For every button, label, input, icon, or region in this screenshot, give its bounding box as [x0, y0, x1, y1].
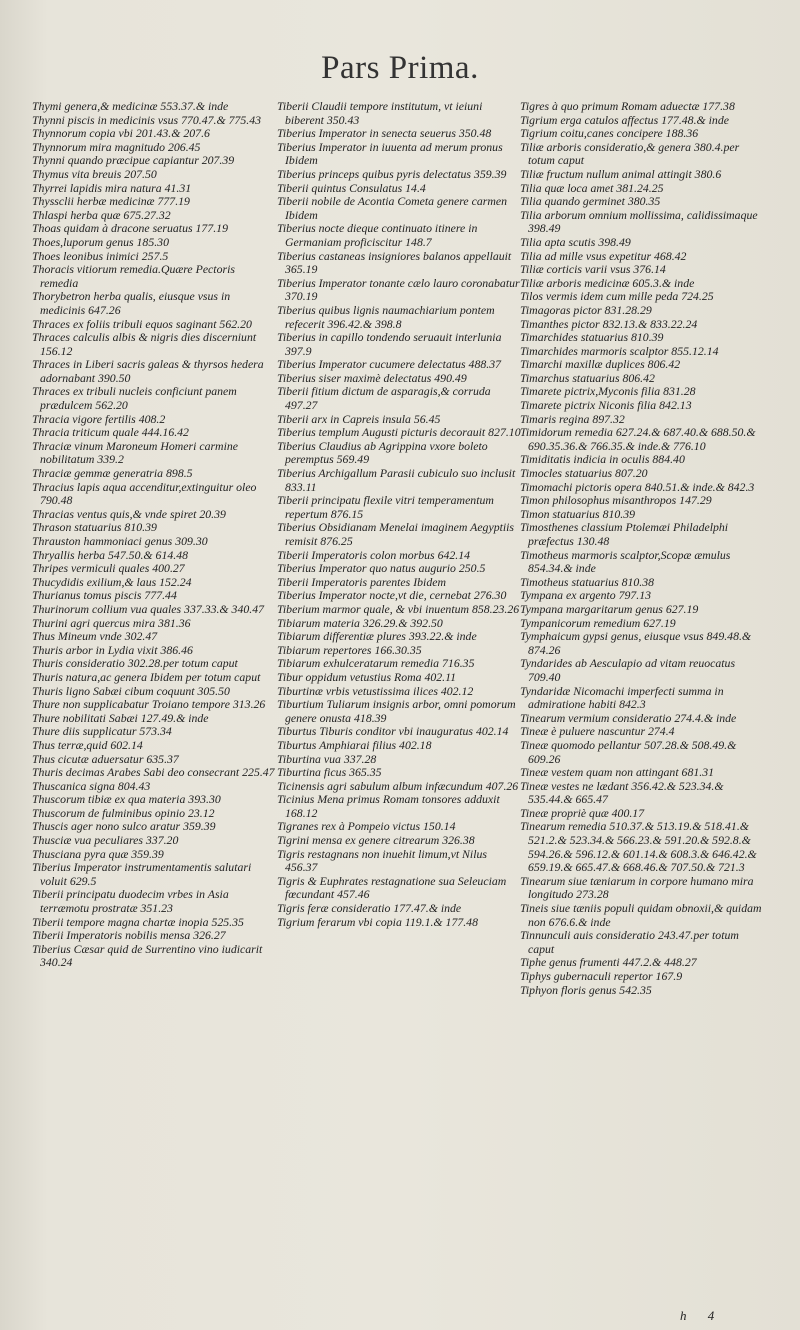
index-column-left: [32, 100, 276, 970]
index-entry: Thure nobilitati Sabæi 127.49.& inde: [32, 710, 209, 725]
index-entry: Tibiarum exhulceratarum remedia 716.35: [277, 656, 475, 671]
index-entry: Tiberius Imperator cucumere delectatus 488.37: [277, 357, 501, 372]
index-entry: Thryallis herba 547.50.& 614.48: [32, 547, 188, 562]
index-entry: Tiliæ fructum nullum animal attingit 380.6: [520, 166, 722, 181]
index-entry: Tyndaridæ Nicomachi imperfecti summa in admiratione habiti 842.3: [520, 683, 724, 712]
index-entry: Tiburtina ficus 365.35: [277, 765, 382, 780]
index-entry: Tineæ vestem quam non attingant 681.31: [520, 765, 714, 780]
index-entry: Tilia ad mille vsus expetitur 468.42: [520, 248, 687, 263]
page-title: Pars Prima.: [321, 50, 479, 86]
index-entry: Thoes,luporum genus 185.30: [32, 234, 169, 249]
index-entry: Timarete pictrix Niconis filia 842.13: [520, 398, 692, 413]
index-entry: Tiberius Imperator in senecta seuerus 350.48: [277, 126, 492, 141]
index-entry: Thuris ligno Sabæi cibum coquunt 305.50: [32, 683, 230, 698]
index-entry: Tiberius Imperator instrumentamentis salutari voluit 629.5: [32, 860, 252, 888]
index-entry: Thus terræ,quid 602.14: [32, 737, 143, 752]
index-entry: Thrauston hammoniaci genus 309.30: [32, 534, 208, 548]
index-entry: Timaris regina 897.32: [520, 411, 625, 426]
index-entry: Tiberii Imperatoris colon morbus 642.14: [277, 547, 471, 562]
index-entry: Thuris consideratio 302.28.per totum caput: [32, 656, 238, 671]
index-entry: Tyndarides ab Aesculapio ad vitam reuocatus 709.40: [520, 656, 736, 684]
index-entry: Tinnunculi auis consideratio 243.47.per totum caput: [520, 928, 739, 956]
index-entry: Tympana margaritarum genus 627.19: [520, 601, 699, 616]
index-entry: Tigranes rex à Pompeio victus 150.14: [277, 819, 456, 834]
index-entry: Tiliæ arboris consideratio,& genera 380.4.per totum caput: [520, 139, 740, 168]
index-entry: Timarchi maxillæ duplices 806.42: [520, 357, 681, 372]
index-entry: Timocles statuarius 807.20: [520, 466, 648, 481]
index-entry: Timotheus statuarius 810.38: [520, 574, 655, 589]
index-entry: Tiberius nocte dieque continuato itinere in Germaniam proficiscitur 148.7: [277, 221, 478, 249]
index-entry: Thoes leonibus inimici 257.5: [32, 248, 169, 263]
index-entry: Timarchus statuarius 806.42: [520, 370, 655, 385]
index-entry: Tigrini mensa ex genere citrearum 326.38: [277, 833, 475, 848]
index-entry: Timanthes pictor 832.13.& 833.22.24: [520, 316, 698, 331]
index-entry: Thracia vigore fertilis 408.2: [32, 411, 166, 426]
index-entry: Tiburtina vua 337.28: [277, 751, 377, 766]
index-entry: Tiberius Archigallum Parasii cubiculo suo inclusit 833.11: [277, 466, 516, 494]
index-entry: Thuris natura,ac genera Ibidem per totum caput: [32, 669, 261, 684]
index-entry: Tineæ vestes ne lædant 356.42.& 523.34.& 535.44.& 665.47: [520, 778, 724, 807]
index-entry: Tiburtus Amphiarai filius 402.18: [277, 737, 432, 752]
index-entry: Timiditatis indicia in oculis 884.40: [520, 452, 685, 467]
index-entry: Thyssclii herbæ medicinæ 777.19: [32, 194, 190, 209]
index-column-right: [520, 100, 764, 997]
index-column-middle: [277, 100, 521, 929]
index-entry: Tiberii Imperatoris nobilis mensa 326.27: [32, 928, 226, 943]
index-entry: Thraciæ gemmæ generatria 898.5: [32, 466, 193, 481]
index-entry: Tigris feræ consideratio 177.47.& inde: [277, 901, 462, 916]
index-entry: Thuscis ager nono sulco aratur 359.39: [32, 819, 216, 834]
index-entry: Tigrium erga catulos affectus 177.48.& inde: [520, 112, 729, 127]
index-entry: Tibur oppidum vetustius Roma 402.11: [277, 669, 457, 684]
index-entry: Tiberius in capillo tondendo seruauit interlunia 397.9: [277, 330, 502, 358]
index-entry: Tilia quando germinet 380.35: [520, 194, 661, 209]
index-entry: Thraciæ vinum Maroneum Homeri carmine nobilitatum 339.2: [32, 438, 238, 467]
index-entry: Tibiarum materia 326.29.& 392.50: [277, 615, 443, 630]
index-entry: Tigrium ferarum vbi copia 119.1.& 177.48: [277, 914, 478, 929]
index-entry: Timarchides statuarius 810.39: [520, 330, 664, 345]
index-entry: Thlaspi herba quæ 675.27.32: [32, 207, 171, 222]
index-entry: Tiphyon floris genus 542.35: [520, 982, 652, 997]
index-entry: Thusciæ vua peculiares 337.20: [32, 833, 179, 848]
index-entry: Ticinensis agri sabulum album infæcundum 407.26: [277, 778, 519, 793]
index-entry: Thynnorum mira magnitudo 206.45: [32, 139, 201, 154]
index-entry: Tymphaicum gypsi genus, eiusque vsus 849.48.& 874.26: [520, 629, 752, 657]
index-entry: Timidorum remedia 627.24.& 687.40.& 688.50.& 690.35.36.& 766.35.& inde.& 776.10: [520, 425, 756, 453]
index-entry: Tiburtinæ vrbis vetustissima ilices 402.12: [277, 683, 474, 698]
index-entry: Tiberii tempore magna chartæ inopia 525.35: [32, 914, 244, 929]
index-entry: Tiliæ corticis varii vsus 376.14: [520, 262, 666, 277]
index-entry: Thuris decimas Arabes Sabi deo consecrant 225.47: [32, 765, 275, 780]
index-entry: Tiberii principatu flexile vitri temperamentum repertum 876.15: [277, 493, 494, 521]
index-entry: Tineis siue tæniis populi quidam obnoxii,& quidam non 676.6.& inde: [520, 901, 762, 929]
index-entry: Timosthenes classium Ptolemæi Philadelphi præfectus 130.48: [520, 520, 729, 548]
index-entry: Ticinius Mena primus Romam tonsores adduxit 168.12: [277, 792, 500, 820]
index-entry: Thyrrei lapidis mira natura 41.31: [32, 180, 192, 195]
index-entry: Tilia arborum omnium mollissima, calidissimaque 398.49: [520, 207, 758, 236]
index-entry: Timomachi pictoris opera 840.51.& inde.& 842.3: [520, 479, 755, 494]
index-entry: Tiberii fitium dictum de asparagis,& corruda 497.27: [277, 384, 491, 413]
index-entry: Tiberii Claudii tempore institutum, vt ieiuni biberent 350.43: [277, 99, 483, 127]
index-entry: Timarete pictrix,Myconis filia 831.28: [520, 384, 696, 399]
index-entry: Thuscorum tibiæ ex qua materia 393.30: [32, 792, 221, 807]
index-entry: Tiberius castaneas insigniores balanos appellauit 365.19: [277, 248, 512, 277]
index-entry: Timon philosophus misanthropos 147.29: [520, 493, 712, 508]
index-entry: Tilia apta scutis 398.49: [520, 234, 631, 249]
index-entry: Tinearum remedia 510.37.& 513.19.& 518.41.& 521.2.& 523.34.& 566.23.& 591.20.& 592.8.& 594.26.& 596.12.& 601.14.& 608.3.& 646.42.& 659.19.& 665.47.& 668.46.& 707.50.& 721.3: [520, 819, 757, 875]
index-entry: Tympanicorum remedium 627.19: [520, 615, 676, 630]
index-entry: Tiberii arx in Capreis insula 56.45: [277, 411, 441, 426]
index-entry: Thracia triticum quale 444.16.42: [32, 425, 189, 440]
index-entry: Thus cicutæ aduersatur 635.37: [32, 751, 179, 766]
index-entry: Thrason statuarius 810.39: [32, 520, 157, 535]
index-entry: Tiberius siser maximè delectatus 490.49: [277, 370, 467, 385]
index-entry: Tigrium coitu,canes concipere 188.36: [520, 126, 699, 141]
index-entry: Thurinorum collium vua quales 337.33.& 340.47: [32, 601, 265, 616]
index-entry: Tiberius Cæsar quid de Surrentino vino iudicarit 340.24: [32, 941, 263, 970]
index-entry: Tiberium marmor quale, & vbi inuentum 858.23.26: [277, 601, 520, 616]
index-entry: Thynni piscis in medicinis vsus 770.47.& 775.43: [32, 112, 262, 127]
index-entry: Timotheus marmoris scalptor,Scopæ æmulus 854.34.& inde: [520, 547, 731, 576]
index-entry: Tineæ è puluere nascuntur 274.4: [520, 724, 675, 739]
index-entry: Tiberius Imperator in iuuenta ad merum pronus Ibidem: [277, 139, 503, 168]
index-entry: Tiberii nobile de Acontia Cometa genere carmen Ibidem: [277, 194, 507, 222]
index-entry: Timarchides marmoris scalptor 855.12.14: [520, 343, 719, 358]
index-entry: Tiberii principatu duodecim vrbes in Asia terræmotu prostratæ 351.23: [32, 887, 229, 916]
index-entry: Tiberius quibus lignis naumachiarium pontem refecerit 396.42.& 398.8: [277, 302, 495, 331]
index-entry: Tiberii Imperatoris parentes Ibidem: [277, 574, 446, 589]
index-entry: Timagoras pictor 831.28.29: [520, 302, 652, 317]
index-entry: Tibiarum differentiæ plures 393.22.& inde: [277, 629, 477, 644]
index-entry: Tineæ propriè quæ 400.17: [520, 805, 645, 820]
index-entry: Tiberius Imperator nocte,vt die, cernebat 276.30: [277, 588, 507, 603]
index-entry: Thraces in Liberi sacris galeas & thyrsos hedera adornabant 390.50: [32, 357, 264, 385]
index-entry: Timon statuarius 810.39: [520, 506, 636, 521]
index-entry: Thus Mineum vnde 302.47: [32, 629, 158, 644]
index-entry: Tympana ex argento 797.13: [520, 588, 652, 603]
index-entry: Thorybetron herba qualis, eiusque vsus in medicinis 647.26: [32, 289, 231, 317]
index-entry: Tilos vermis idem cum mille peda 724.25: [520, 289, 714, 304]
page-footer: [680, 1308, 732, 1324]
index-entry: Tiberius templum Augusti picturis decorauit 827.10: [277, 425, 521, 440]
index-entry: Tiberii quintus Consulatus 14.4: [277, 180, 426, 195]
index-entry: Thuscanica signa 804.43: [32, 778, 151, 793]
index-entry: Tinearum siue tæniarum in corpore humano mira longitudo 273.28: [520, 873, 754, 902]
index-entry: Thurini agri quercus mira 381.36: [32, 615, 191, 630]
index-entry: Thusciana pyra quæ 359.39: [32, 846, 164, 861]
index-entry: Tiphe genus frumenti 447.2.& 448.27: [520, 955, 697, 970]
index-entry: Tiberius princeps quibus pyris delectatus 359.39: [277, 166, 507, 181]
index-entry: Tiberius Imperator quo natus augurio 250.5: [277, 561, 486, 576]
index-entry: Thymus vita breuis 207.50: [32, 166, 157, 181]
index-entry: Thynni quando præcipue capiantur 207.39: [32, 153, 235, 168]
index-entry: Tinearum vermium consideratio 274.4.& inde: [520, 710, 737, 725]
index-entry: Tiliæ arboris medicinæ 605.3.& inde: [520, 275, 695, 290]
index-entry: Thymi genera,& medicinæ 553.37.& inde: [32, 99, 229, 113]
index-entry: Thuscorum de fulminibus opinio 23.12: [32, 805, 215, 820]
index-entry: Tiberius Obsidianam Menelai imaginem Aegyptiis remisit 876.25: [277, 520, 515, 548]
index-entry: Thracius lapis aqua accenditur,extinguitur oleo 790.48: [32, 479, 257, 508]
index-entry: Tigris restagnans non inuehit limum,vt Nilus 456.37: [277, 846, 487, 875]
index-entry: Thoracis vitiorum remedia.Quære Pectoris remedia: [32, 262, 235, 290]
index-entry: Thoas quidam à dracone seruatus 177.19: [32, 221, 228, 236]
index-entry: Thripes vermiculi quales 400.27: [32, 561, 185, 576]
index-entry: Tigris & Euphrates restagnatione sua Seleuciam fœcundant 457.46: [277, 873, 507, 902]
index-entry: Thurianus tomus piscis 777.44: [32, 588, 177, 603]
index-entry: Tiberius Claudius ab Agrippina vxore boleto peremptus 569.49: [277, 438, 488, 467]
page-number: 4: [707, 1308, 715, 1323]
index-entry: Thraces calculis albis & nigris dies discerniunt 156.12: [32, 330, 257, 358]
index-entry: Thure diis supplicatur 573.34: [32, 724, 172, 739]
index-entry: Tigres à quo primum Romam aduectæ 177.38: [520, 99, 735, 113]
index-entry: Tiberius Imperator tonante cælo lauro coronabatur 370.19: [277, 275, 520, 304]
index-entry: Thraces ex foliis tribuli equos saginant 562.20: [32, 316, 252, 331]
index-entry: Tineæ quomodo pellantur 507.28.& 508.49.& 609.26: [520, 737, 737, 766]
index-entry: Thraces ex tribuli nucleis conficiunt panem prædulcem 562.20: [32, 384, 237, 413]
signature-mark: h: [680, 1308, 687, 1323]
index-entry: Tiphys gubernaculi repertor 167.9: [520, 969, 683, 983]
index-entry: Thure non supplicabatur Troiano tempore 313.26: [32, 697, 266, 712]
index-entry: Tiburtus Tiburis conditor vbi inauguratus 402.14: [277, 724, 509, 739]
index-entry: Thucydidis exilium,& laus 152.24: [32, 574, 192, 589]
index-entry: Thracias ventus quis,& vnde spiret 20.39: [32, 506, 226, 521]
index-entry: Tilia quæ loca amet 381.24.25: [520, 180, 664, 195]
index-entry: Tibiarum repertores 166.30.35: [277, 642, 422, 657]
index-entry: Thuris arbor in Lydia vixit 386.46: [32, 642, 193, 657]
index-entry: Tiburtium Tuliarum insignis arbor, omni pomorum genere onusta 418.39: [277, 697, 516, 725]
index-entry: Thynnorum copia vbi 201.43.& 207.6: [32, 126, 210, 141]
